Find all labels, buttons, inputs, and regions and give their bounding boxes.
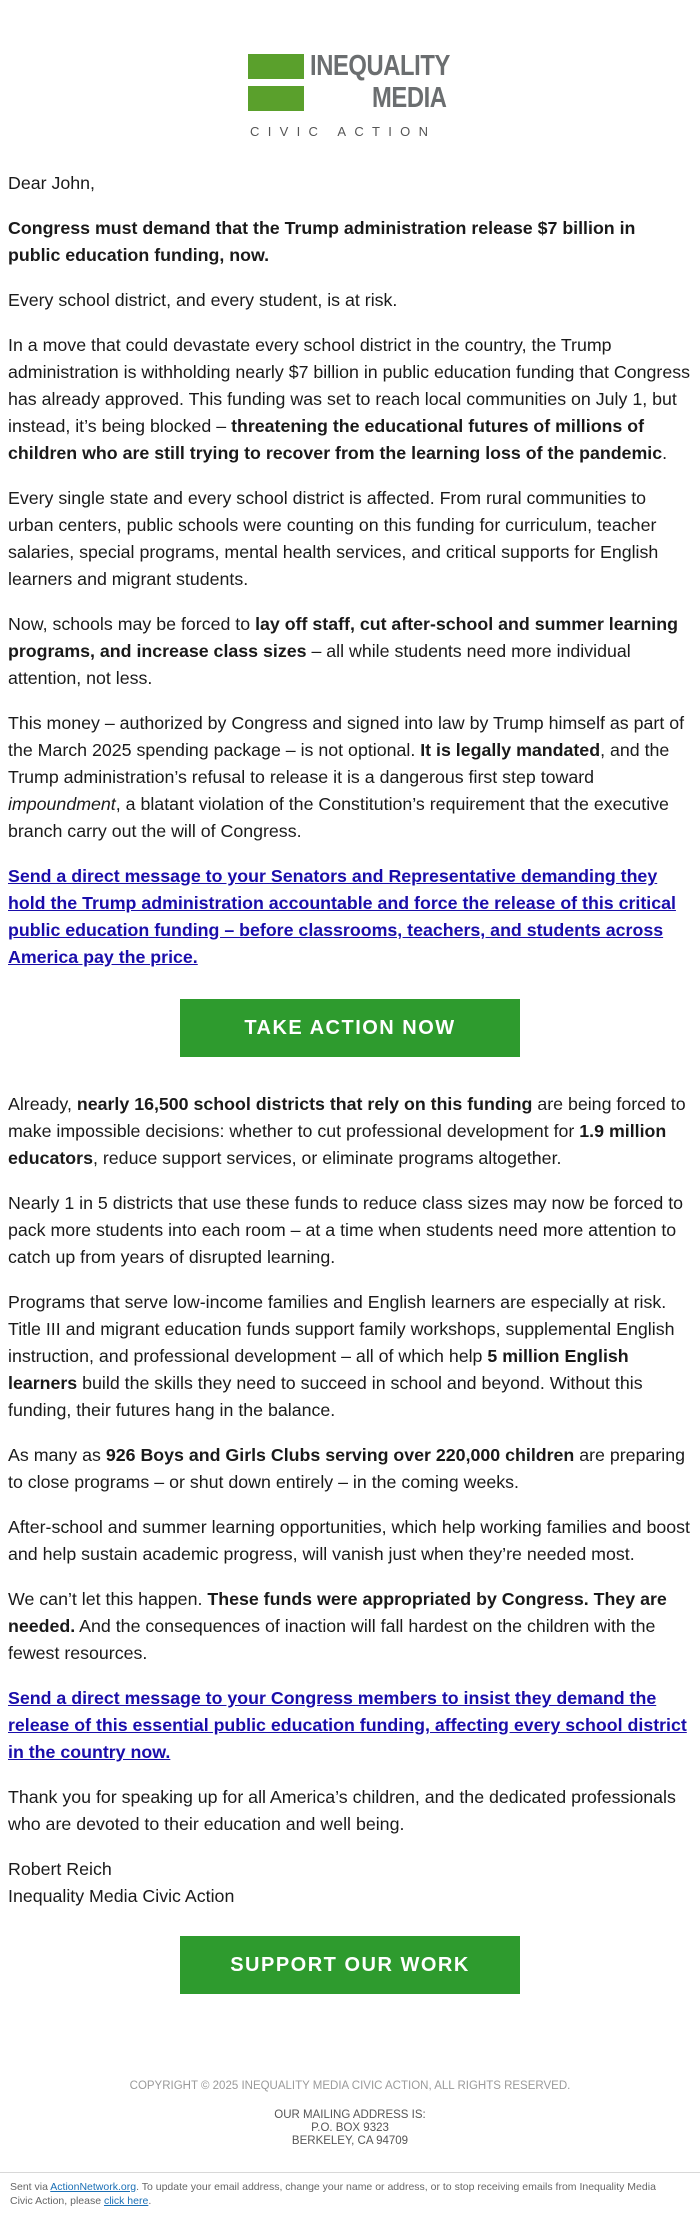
logo-green-bar-top xyxy=(248,54,304,79)
support-our-work-button[interactable]: SUPPORT OUR WORK xyxy=(180,1936,520,1994)
paragraph-risk: Every school district, and every student, is at risk. xyxy=(8,290,398,310)
paragraph-class-sizes: Nearly 1 in 5 districts that use these funds to reduce class sizes may now be forced to pack more students into each room – at a time when students need more attention to catch up from years of disrupted learning. xyxy=(8,1193,684,1267)
actionnetwork-link[interactable]: ActionNetwork.org xyxy=(50,2181,137,2193)
logo-line-1: INEQUALITY xyxy=(310,50,450,82)
footer-divider xyxy=(0,2172,700,2173)
unsubscribe-link[interactable]: click here xyxy=(103,2195,149,2207)
logo-line-2: MEDIA xyxy=(372,82,447,114)
take-action-wrap xyxy=(8,999,692,1057)
logo-green-bar-bottom xyxy=(248,86,304,111)
paragraph-boys-girls-clubs: As many as 926 Boys and Girls Clubs serving over 220,000 children are preparing to close programs – or shut down entirely – in the coming weeks. xyxy=(8,1445,686,1492)
greeting: Dear John, xyxy=(8,173,95,193)
congress-message-link[interactable]: Send a direct message to your Congress members to insist they demand the release of this essential public education funding, affecting every school district in the country now. xyxy=(8,1688,687,1762)
logo-tagline: CIVIC ACTION xyxy=(250,124,437,139)
copyright: COPYRIGHT © 2025 INEQUALITY MEDIA CIVIC ACTION, ALL RIGHTS RESERVED. xyxy=(129,2080,571,2092)
mailing-label: OUR MAILING ADDRESS IS: xyxy=(274,2109,426,2121)
paragraph-legally-mandated: This money – authorized by Congress and signed into law by Trump himself as part of the March 2025 spending package – is not optional. It is legally mandated, and the Trump administration’s refusal to release it is a dangerous first step toward impoundment, a blatant violation of the Constitution’s requirement that the executive branch carry out the will of Congress. xyxy=(8,713,685,841)
paragraph-english-learners: Programs that serve low-income families and English learners are especially at risk. Title III and migrant education funds support family workshops, supplemental English instruction, and professional development – all of which help 5 million English learners build the skills they need to succeed in school and beyond. Without this funding, their futures hang in the balance. xyxy=(8,1292,675,1420)
address-line-1: P.O. BOX 9323 xyxy=(311,2122,389,2134)
paragraph-every-state: Every single state and every school district is affected. From rural communities to urban centers, public schools were counting on this funding for curriculum, teacher salaries, special programs, mental health services, and critical supports for English learners and migrant students. xyxy=(8,488,659,589)
paragraph-withholding: In a move that could devastate every school district in the country, the Trump administration is withholding nearly $7 billion in public education funding that Congress has already approved. This funding was set to reach local communities on July 1, but instead, it’s being blocked – threatening the educational futures of millions of children who are still trying to recover from the learning loss of the pandemic. xyxy=(8,335,691,463)
take-action-button[interactable]: TAKE ACTION NOW xyxy=(180,999,520,1057)
support-wrap xyxy=(8,1936,692,1994)
paragraph-thank-you: Thank you for speaking up for all America’s children, and the dedicated professionals who are devoted to their education and well being. xyxy=(8,1787,676,1834)
paragraph-layoffs: Now, schools may be forced to lay off staff, cut after-school and summer learning programs, and increase class sizes – all while students need more individual attention, not less. xyxy=(8,614,678,688)
paragraph-cant-let-happen: We can’t let this happen. These funds were appropriated by Congress. They are needed. And the consequences of inaction will fall hardest on the children with the fewest resources. xyxy=(8,1589,667,1663)
address-line-2: BERKELEY, CA 94709 xyxy=(291,2135,409,2147)
inequality-media-logo[interactable] xyxy=(248,50,454,142)
paragraph-action-link-1 xyxy=(8,863,692,971)
senators-message-link[interactable]: Send a direct message to your Senators and Representative demanding they hold the Trump administration accountable and force the release of this critical public education funding – before classrooms, teachers, and students across America pay the price. xyxy=(8,866,676,967)
sent-via-notice: Sent via ActionNetwork.org. To update your email address, change your name or address, or to stop receiving emails from Inequality Media Civic Action, please click here. xyxy=(10,2181,656,2207)
paragraph-action-link-2 xyxy=(8,1685,692,1766)
headline: Congress must demand that the Trump administration release $7 billion in public education funding, now. xyxy=(8,218,636,265)
paragraph-after-school: After-school and summer learning opportunities, which help working families and boost and help sustain academic progress, will vanish just when they’re needed most. xyxy=(8,1517,690,1564)
footer xyxy=(0,2080,700,2148)
signature-name: Robert Reich xyxy=(8,1859,112,1879)
email-body xyxy=(8,170,692,2028)
signature xyxy=(8,1856,692,1910)
signature-org: Inequality Media Civic Action xyxy=(8,1886,235,1906)
paragraph-school-districts: Already, nearly 16,500 school districts that rely on this funding are being forced to make impossible decisions: whether to cut professional development for 1.9 million educators, reduce support services, or eliminate programs altogether. xyxy=(8,1094,686,1168)
